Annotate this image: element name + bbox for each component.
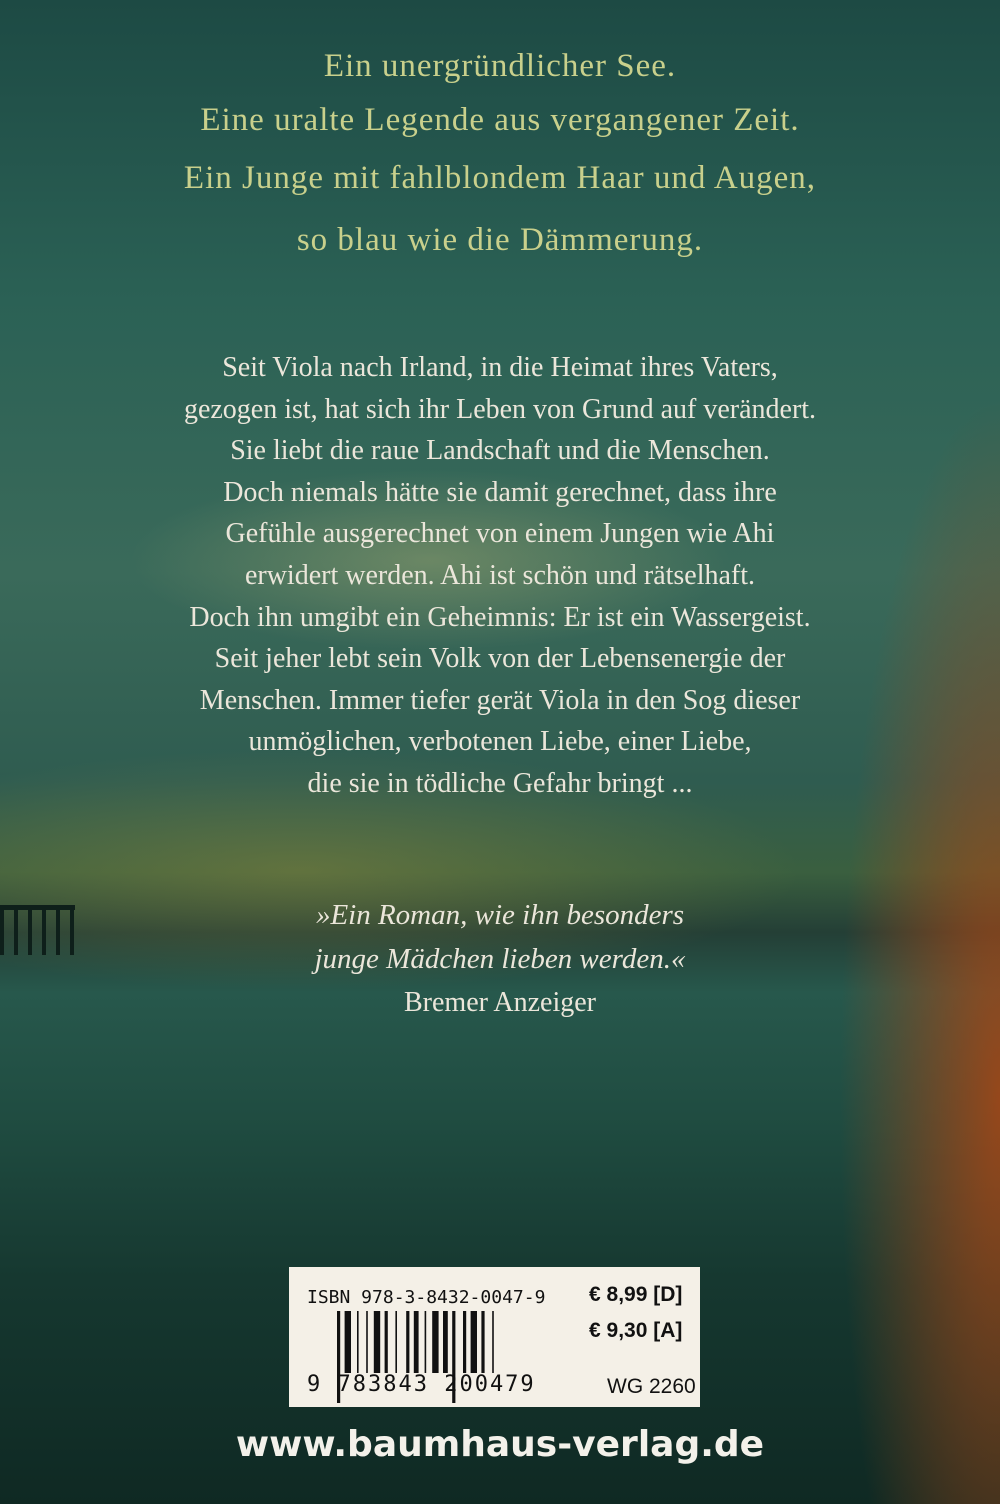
blurb-line: Doch niemals hätte sie damit gerechnet, dass ihre <box>223 476 777 508</box>
tagline-line: Eine uralte Legende aus vergangener Zeit. <box>200 102 800 138</box>
tagline-line: Ein Junge mit fahlblondem Haar und Augen, <box>183 160 817 196</box>
barcode-bar <box>395 1311 397 1373</box>
isbn-text: ISBN 978-3-8432-0047-9 <box>307 1287 546 1308</box>
tagline-line: so blau wie die Dämmerung. <box>296 222 704 258</box>
price-austria: € 9,30 [A] <box>589 1319 683 1342</box>
blurb-line: Doch ihn umgibt ein Geheimnis: Er ist ein Wassergeist. <box>189 601 811 633</box>
tagline-line: Ein unergründlicher See. <box>323 48 677 84</box>
blurb-line: Sie liebt die raue Landschaft und die Menschen. <box>230 435 770 467</box>
publisher-url[interactable]: www.baumhaus-verlag.de <box>235 1424 765 1465</box>
barcode-bar <box>481 1311 484 1373</box>
barcode-bar <box>492 1311 494 1373</box>
barcode-bar <box>385 1311 388 1373</box>
quote-source: Bremer Anzeiger <box>403 987 597 1018</box>
blurb-line: die sie in tödliche Gefahr bringt ... <box>307 767 693 799</box>
barcode-bar <box>374 1311 380 1373</box>
barcode-bar <box>443 1311 448 1373</box>
blurb-line: Menschen. Immer tiefer gerät Viola in den Sog dieser <box>199 684 801 716</box>
barcode-bar <box>414 1311 419 1373</box>
blurb-line: Seit Viola nach Irland, in die Heimat ihres Vaters, <box>222 352 778 383</box>
blurb-line: Seit jeher lebt sein Volk von der Lebensenergie der <box>214 643 786 675</box>
blurb-line: erwidert werden. Ahi ist schön und rätselhaft. <box>244 559 756 591</box>
blurb-line: Gefühle ausgerechnet von einem Jungen wie Ahi <box>225 518 775 550</box>
barcode-bar <box>432 1311 438 1373</box>
product-group: WG 2260 <box>607 1375 696 1398</box>
quote-line: junge Mädchen lieben werden.« <box>314 943 686 975</box>
barcode-bar <box>357 1311 359 1373</box>
blurb-line: unmöglichen, verbotenen Liebe, einer Liebe, <box>248 726 752 758</box>
barcode-bar <box>471 1311 477 1373</box>
barcode-label <box>289 1267 700 1407</box>
barcode-bar <box>425 1311 427 1373</box>
blurb-line: gezogen ist, hat sich ihr Leben von Grund auf verändert. <box>183 393 817 425</box>
review-quote <box>0 893 1000 981</box>
barcode-digits: 9 783843 200479 <box>307 1372 536 1397</box>
barcode-bar <box>406 1311 409 1373</box>
barcode-bar <box>463 1311 466 1373</box>
barcode-bar <box>366 1311 368 1373</box>
blurb <box>0 347 1000 805</box>
barcode-bar <box>345 1311 351 1373</box>
quote-line: »Ein Roman, wie ihn besonders <box>315 899 685 931</box>
price-germany: € 8,99 [D] <box>589 1283 683 1306</box>
